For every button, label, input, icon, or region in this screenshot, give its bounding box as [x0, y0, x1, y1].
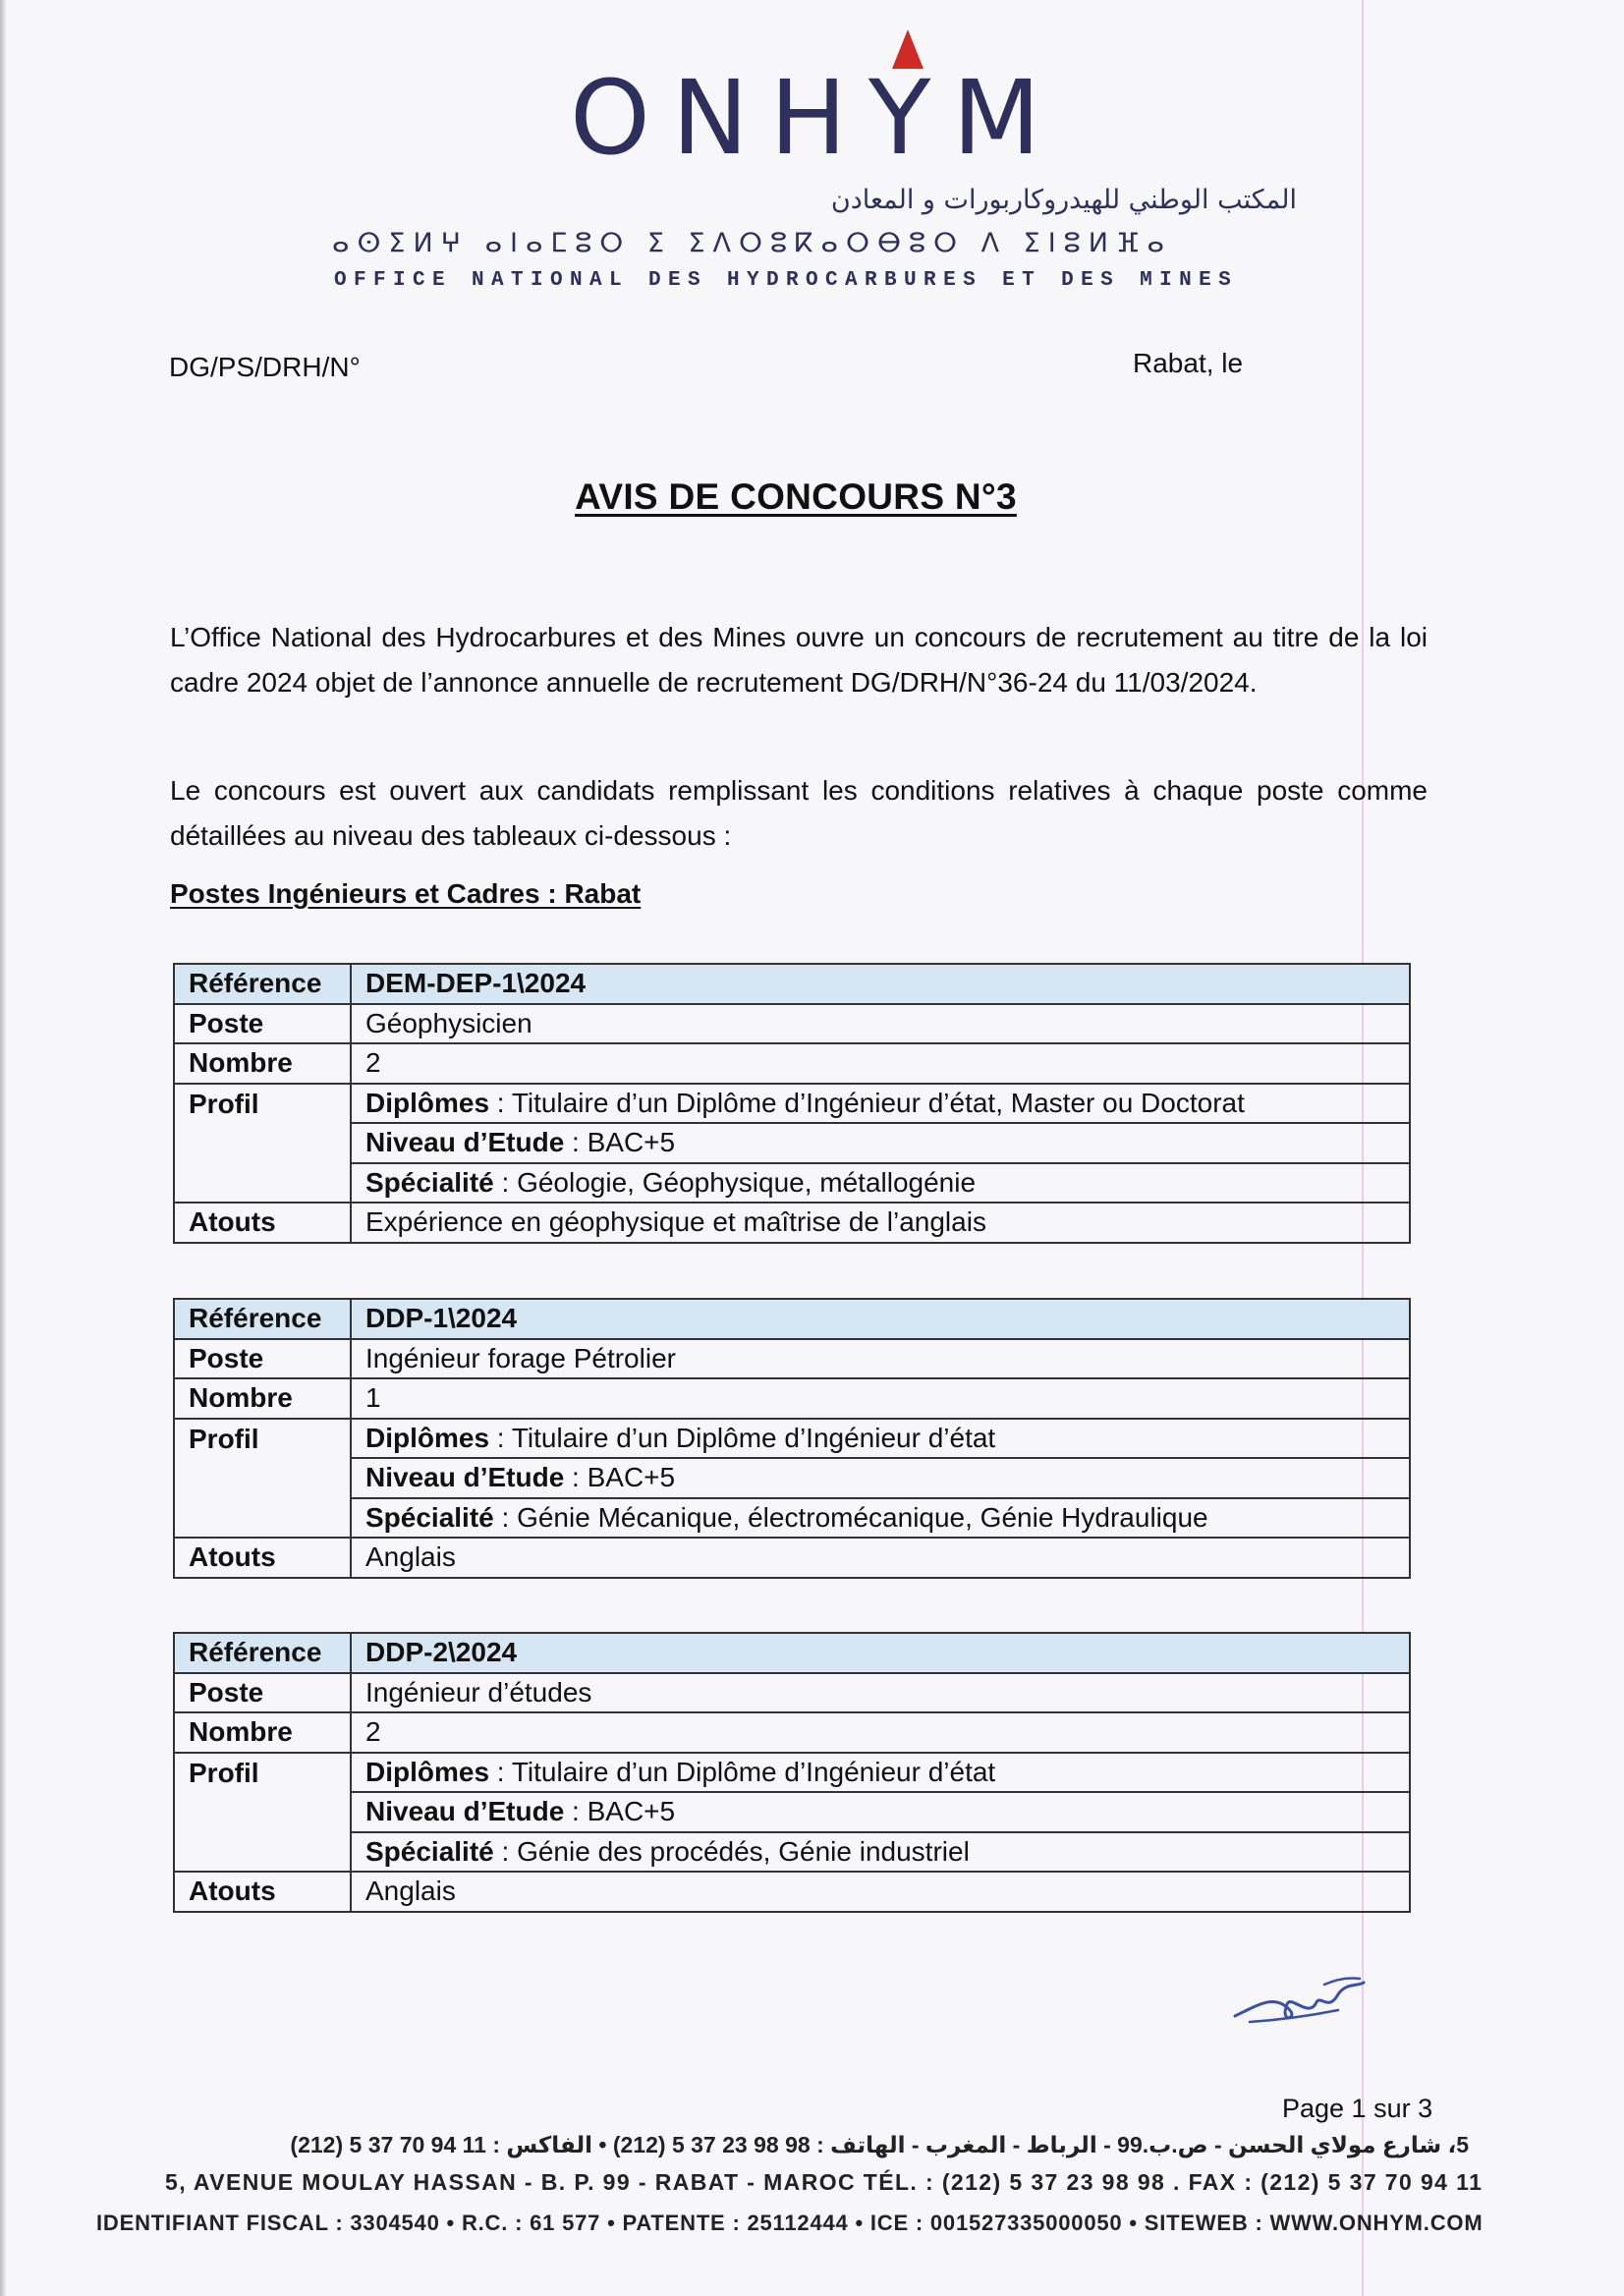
niveau-label: Niveau d’Etude: [365, 1796, 565, 1827]
diplomes-label: Diplômes: [365, 1422, 490, 1453]
table-row: [174, 1498, 1410, 1539]
specialite-label: Spécialité: [365, 1166, 494, 1198]
specialite-label: Spécialité: [365, 1501, 494, 1533]
diplomes-cell: [351, 1753, 1410, 1793]
table-row: [174, 1043, 1410, 1084]
poste-label: Poste: [174, 1673, 351, 1713]
footer-address: 5, AVENUE MOULAY HASSAN - B. P. 99 - RABAT - MAROC TÉL. : (212) 5 37 23 98 98 . FAX : (212) 5 37 70 94 11: [165, 2169, 1484, 2195]
atouts-value: Anglais: [351, 1538, 1410, 1578]
reference-value: DDP-2\2024: [351, 1633, 1410, 1673]
reference-label: Référence: [174, 1633, 351, 1673]
page-title: AVIS DE CONCOURS N°3: [575, 476, 1017, 517]
onhym-logo: [570, 29, 1063, 178]
table-row: [174, 1203, 1410, 1243]
table-row: [174, 1378, 1410, 1419]
footer-arabic-address: 5، شارع مولاي الحسن - ص.ب.99 - الرباط - المغرب - الهاتف : 98 98 23 37 5 (212) • الفاكس : 11 94 70 37 5 (212): [290, 2132, 1469, 2157]
table-row: [174, 1712, 1410, 1753]
niveau-cell: [351, 1458, 1410, 1498]
specialite-cell: [351, 1832, 1410, 1873]
table-row: [174, 964, 1410, 1004]
table-row: [174, 1339, 1410, 1379]
nombre-label: Nombre: [174, 1378, 351, 1419]
poste-label: Poste: [174, 1004, 351, 1044]
atouts-label: Atouts: [174, 1538, 351, 1578]
logo-text: ONHYM: [570, 58, 1063, 178]
nombre-value: 2: [351, 1712, 1410, 1753]
atouts-value: Expérience en géophysique et maîtrise de l’anglais: [351, 1203, 1410, 1243]
section-title: Postes Ingénieurs et Cadres : Rabat: [170, 878, 642, 909]
specialite-label: Spécialité: [365, 1835, 494, 1867]
diplomes-label: Diplômes: [365, 1756, 490, 1787]
diplomes-cell: [351, 1084, 1410, 1124]
specialite-value: : Génie Mécanique, électromécanique, Génie Hydraulique: [493, 1501, 1208, 1533]
table-row: [174, 1084, 1410, 1124]
nombre-value: 2: [351, 1043, 1410, 1084]
table-row: [174, 1163, 1410, 1204]
specialite-cell: [351, 1498, 1410, 1539]
diplomes-label: Diplômes: [365, 1087, 490, 1118]
diplomes-cell: [351, 1419, 1410, 1459]
table-row: [174, 1673, 1410, 1713]
specialite-value: : Génie des procédés, Génie industriel: [493, 1835, 970, 1867]
table-row: [174, 1458, 1410, 1498]
arabic-office-name: المكتب الوطني للهيدروكاربورات و المعادن: [830, 185, 1297, 215]
niveau-label: Niveau d’Etude: [365, 1462, 565, 1493]
nombre-label: Nombre: [174, 1043, 351, 1084]
table-row: [174, 1419, 1410, 1459]
niveau-label: Niveau d’Etude: [365, 1127, 565, 1158]
conditions-paragraph: Le concours est ouvert aux candidats remplissant les conditions relatives à chaque poste comme détaillées au niveau des tableaux ci-dessous :: [170, 775, 1428, 851]
page-edge-shadow: [0, 0, 6, 2296]
niveau-value: : BAC+5: [564, 1796, 676, 1827]
signature: [1230, 1965, 1368, 2034]
page-number: Page 1 sur 3: [1282, 2094, 1433, 2123]
profil-label: Profil: [174, 1084, 351, 1204]
reference-value: DDP-1\2024: [351, 1299, 1410, 1339]
niveau-value: : BAC+5: [564, 1127, 676, 1158]
table-row: [174, 1792, 1410, 1832]
table-row: [174, 1872, 1410, 1912]
table-row: [174, 1299, 1410, 1339]
letter-reference: DG/PS/DRH/N°: [169, 352, 361, 382]
poste-value: Ingénieur d’études: [351, 1673, 1410, 1713]
footer-identifiers: IDENTIFIANT FISCAL : 3304540 • R.C. : 61 577 • PATENTE : 25112444 • ICE : 001527335000050 • SITEWEB : WWW.ONHYM.COM: [96, 2211, 1484, 2235]
place-date: Rabat, le: [1133, 348, 1244, 378]
diplomes-value: : Titulaire d’un Diplôme d’Ingénieur d’état: [489, 1756, 996, 1787]
atouts-label: Atouts: [174, 1872, 351, 1912]
job-table: [173, 963, 1411, 1244]
diplomes-value: : Titulaire d’un Diplôme d’Ingénieur d’état, Master ou Doctorat: [489, 1087, 1245, 1118]
atouts-value: Anglais: [351, 1872, 1410, 1912]
reference-label: Référence: [174, 964, 351, 1004]
reference-value: DEM-DEP-1\2024: [351, 964, 1410, 1004]
job-table: [173, 1632, 1411, 1913]
nombre-value: 1: [351, 1378, 1410, 1419]
table-row: [174, 1538, 1410, 1578]
job-table: [173, 1298, 1411, 1579]
poste-value: Ingénieur forage Pétrolier: [351, 1339, 1410, 1379]
specialite-cell: [351, 1163, 1410, 1204]
reference-label: Référence: [174, 1299, 351, 1339]
table-row: [174, 1004, 1410, 1044]
table-row: [174, 1832, 1410, 1873]
poste-label: Poste: [174, 1339, 351, 1379]
specialite-value: : Géologie, Géophysique, métallogénie: [493, 1166, 977, 1198]
poste-value: Géophysicien: [351, 1004, 1410, 1044]
niveau-value: : BAC+5: [564, 1462, 676, 1493]
diplomes-value: : Titulaire d’un Diplôme d’Ingénieur d’état: [489, 1422, 996, 1453]
tifinagh-office-name: ⴰⵙⵉⵍⵖ ⴰⵏⴰⵎⵓⵔ ⵉ ⵉⴷⵔⵓⴽⴰⵔⴱⵓⵔ ⴷ ⵉⵏⵓⵍⴼⴰ: [332, 228, 1173, 258]
table-row: [174, 1123, 1410, 1163]
niveau-cell: [351, 1123, 1410, 1163]
niveau-cell: [351, 1792, 1410, 1832]
nombre-label: Nombre: [174, 1712, 351, 1753]
intro-paragraph: L’Office National des Hydrocarbures et des Mines ouvre un concours de recrutement au titre de la loi cadre 2024 objet de l’annonce annuelle de recrutement DG/DRH/N°36-24 du 11/03/2024.: [170, 622, 1428, 698]
table-row: [174, 1753, 1410, 1793]
profil-label: Profil: [174, 1419, 351, 1539]
profil-label: Profil: [174, 1753, 351, 1873]
office-name: OFFICE NATIONAL DES HYDROCARBURES ET DES MINES: [334, 269, 1239, 292]
table-row: [174, 1633, 1410, 1673]
atouts-label: Atouts: [174, 1203, 351, 1243]
